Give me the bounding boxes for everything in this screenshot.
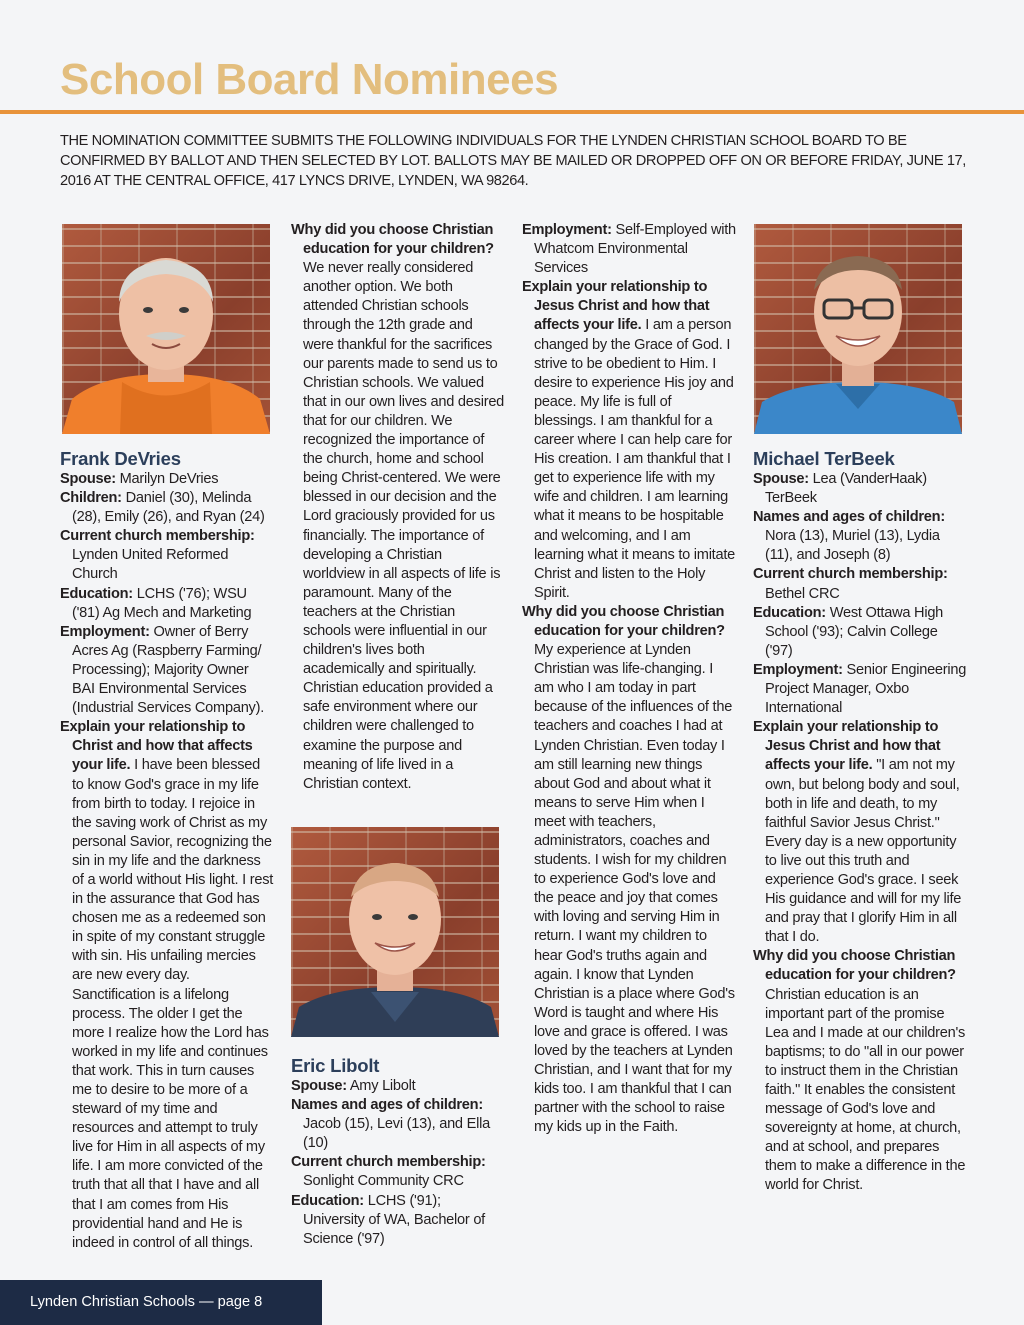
- education-label: Education:: [291, 1192, 364, 1209]
- spouse-label: Spouse:: [291, 1078, 347, 1094]
- relationship-question: Explain your relationship to Jesus Christ and how that affects your life.: [753, 719, 941, 774]
- church-value: Bethel CRC: [765, 585, 840, 602]
- spouse-entry: [291, 1077, 505, 1096]
- why-answer: My experience at Lynden Christian was life-changing. I am who I am today in part because of the influences of the teachers and coaches I had at Lynden Christian. Even today I am still learning new things about God and about what it means to serve Him when I meet with teachers, administrators, coaches and students. I wish for my children to experience God's love and the peace and joy that comes with loving and serving Him in return. I want my children to hear God's truths again and again. I know that Lynden Christian is a place where God's Word is taught and where His love and grace is offered. I was loved by the teachers at Lynden Christian, and I want that for my kids too. I am thankful that I can partner with the school to raise my kids up in the Faith.: [534, 642, 735, 1136]
- why-answer: Christian education is an important part of the promise Lea and I made at our children's baptisms; to do "all in our power to instruct them in the Christian faith." It enables the consistent message of God's love and sovereignty at home, at church, and at school, and prepares them to make a difference in the world for Christ.: [765, 986, 966, 1194]
- why-entry: [522, 603, 736, 1138]
- education-value: West Ottawa High School ('93); Calvin College ('97): [765, 604, 944, 659]
- church-entry: [753, 565, 967, 603]
- relationship-entry: [522, 278, 736, 603]
- spouse-label: Spouse:: [60, 471, 116, 487]
- employment-entry: [60, 623, 274, 718]
- education-value: LCHS ('76); WSU ('81) Ag Mech and Marketing: [72, 585, 252, 621]
- education-entry: [60, 585, 274, 623]
- why-entry: [753, 947, 967, 1195]
- children-value: Daniel (30), Melinda (28), Emily (26), and Ryan (24): [72, 490, 265, 526]
- church-label: Current church membership:: [291, 1154, 486, 1171]
- nominee-name: Frank DeVries: [60, 448, 181, 469]
- relationship-entry: [60, 718, 274, 1253]
- employment-value: Owner of Berry Acres Ag (Raspberry Farming/ Processing); Majority Owner BAI Environmental Services (Industrial Services Company).: [72, 623, 265, 717]
- relationship-question: Explain your relationship to Jesus Christ and how that affects your life.: [522, 279, 710, 334]
- spouse-value: Marilyn DeVries: [119, 471, 219, 487]
- spouse-entry: [753, 470, 967, 508]
- employment-value: Self-Employed with Whatcom Environmental Services: [534, 222, 736, 277]
- employment-label: Employment:: [753, 661, 843, 678]
- education-entry: [291, 1192, 505, 1249]
- why-answer: We never really considered another option. We both attended Christian schools through the 12th grade and were thankful for the sacrifices our parents made to send us to Christian schools. We valued that in our own lives and desired that for our children. We recognized the importance of the church, home and school being Christ-centered. We were blessed in our decision and the Lord graciously provided for us financially. The importance of developing a Christian worldview in all aspects of life is paramount. Many of the teachers at the Christian schools were influential in our children's lives both academically and spiritually. Christian education provided a safe environment where our children were challenged to examine the purpose and meaning of life lived in a Christian context.: [303, 260, 505, 792]
- church-value: Lynden United Reformed Church: [72, 547, 229, 583]
- michael-terbeek-photo: [754, 224, 962, 434]
- relationship-answer: "I am not my own, but belong body and soul, both in life and death, to my faithful Savior Jesus Christ." Every day is a new opportunity to live out this truth and experience God's grace. I seek His guidance and will for my life and pray that I glorify Him in all that I do.: [765, 757, 962, 946]
- employment-entry: [753, 661, 967, 718]
- nominee-name: Eric Libolt: [291, 1055, 380, 1076]
- church-label: Current church membership:: [60, 528, 255, 545]
- why-entry: [291, 221, 505, 794]
- employment-label: Employment:: [522, 222, 612, 238]
- church-label: Current church membership:: [753, 566, 948, 583]
- relationship-answer: I have been blessed to know God's grace in my life from birth to today. I rejoice in the saving work of Christ as my personal Savior, recognizing the sin in my life and the darkness of a world without His light. I rest in the assurance that God has chosen me as a redeemed son in spite of my constant struggle with sin. His unfailing mercies are new every day. Sanctification is a lifelong process. The older I get the more I realize how the Lord has worked in my life and continues that work. This in turn causes me to desire to be more of a steward of my time and resources and attempt to truly live for Him in all aspects of my life. I am more convicted of the truth that all that I have and all that I am comes from His providential hand and He is indeed in control of all things.: [72, 757, 274, 1251]
- children-entry: [291, 1096, 505, 1153]
- relationship-answer: I am a person changed by the Grace of God. I strive to be obedient to Him. I desire to experience His joy and peace. My life is full of blessings. I am thankful for a career where I can help care for His creation. I am thankful that I get to experience life with my wife and children. I am learning what it means to be hospitable and welcoming, and I am learning what it means to imitate Christ and listen to the Holy Spirit.: [534, 317, 736, 601]
- children-entry: [60, 489, 274, 527]
- michael-terbeek-profile: [753, 448, 967, 1196]
- why-question: Why did you choose Christian education for your children?: [522, 603, 725, 639]
- children-value: Jacob (15), Levi (13), and Ella (10): [303, 1116, 490, 1152]
- relationship-question: Explain your relationship to Christ and how that affects your life.: [60, 719, 253, 774]
- children-entry: [753, 508, 967, 565]
- church-entry: [60, 527, 274, 584]
- intro-paragraph: THE NOMINATION COMMITTEE SUBMITS THE FOLLOWING INDIVIDUALS FOR THE LYNDEN CHRISTIAN SCHOOL BOARD TO BE CONFIRMED BY BALLOT AND THEN SELECTED BY LOT. BALLOTS MAY BE MAILED OR DROPPED OFF ON OR BEFORE FRIDAY, JUNE 17, 2016 AT THE CENTRAL OFFICE, 417 LYNCS DRIVE, LYNDEN, WA 98264.: [60, 133, 966, 189]
- portrait-figure: [291, 827, 499, 1037]
- education-value: LCHS ('91); University of WA, Bachelor of Science ('97): [303, 1192, 485, 1247]
- spouse-value: Amy Libolt: [349, 1078, 416, 1094]
- education-entry: [753, 604, 967, 661]
- education-label: Education:: [60, 585, 133, 602]
- portrait-figure: [62, 224, 270, 434]
- children-label: Children:: [60, 490, 122, 507]
- eric-libolt-profile-continued: [522, 221, 736, 1138]
- employment-value: Senior Engineering Project Manager, Oxbo International: [765, 661, 967, 717]
- title-divider: [0, 110, 1024, 114]
- frank-devries-profile: [60, 448, 274, 1253]
- page-footer: Lynden Christian Schools — page 8: [0, 1280, 322, 1325]
- relationship-entry: [753, 718, 967, 947]
- page-title: School Board Nominees: [60, 55, 559, 104]
- frank-devries-profile-continued: [291, 221, 505, 794]
- employment-label: Employment:: [60, 623, 150, 640]
- why-question: Why did you choose Christian education for your children?: [291, 222, 494, 258]
- spouse-entry: [60, 470, 274, 489]
- why-question: Why did you choose Christian education for your children?: [753, 948, 956, 984]
- church-entry: [291, 1153, 505, 1191]
- children-value: Nora (13), Muriel (13), Lydia (11), and Joseph (8): [765, 528, 940, 564]
- church-value: Sonlight Community CRC: [303, 1173, 464, 1190]
- nominee-name: Michael TerBeek: [753, 448, 895, 469]
- children-label: Names and ages of children:: [753, 509, 945, 526]
- portrait-figure: [754, 224, 962, 434]
- eric-libolt-profile: [291, 1055, 505, 1249]
- employment-entry: [522, 221, 736, 278]
- eric-libolt-photo: [291, 827, 499, 1037]
- spouse-value: Lea (VanderHaak) TerBeek: [765, 471, 927, 507]
- education-label: Education:: [753, 604, 826, 621]
- frank-devries-photo: [62, 224, 270, 434]
- children-label: Names and ages of children:: [291, 1097, 483, 1114]
- spouse-label: Spouse:: [753, 471, 809, 487]
